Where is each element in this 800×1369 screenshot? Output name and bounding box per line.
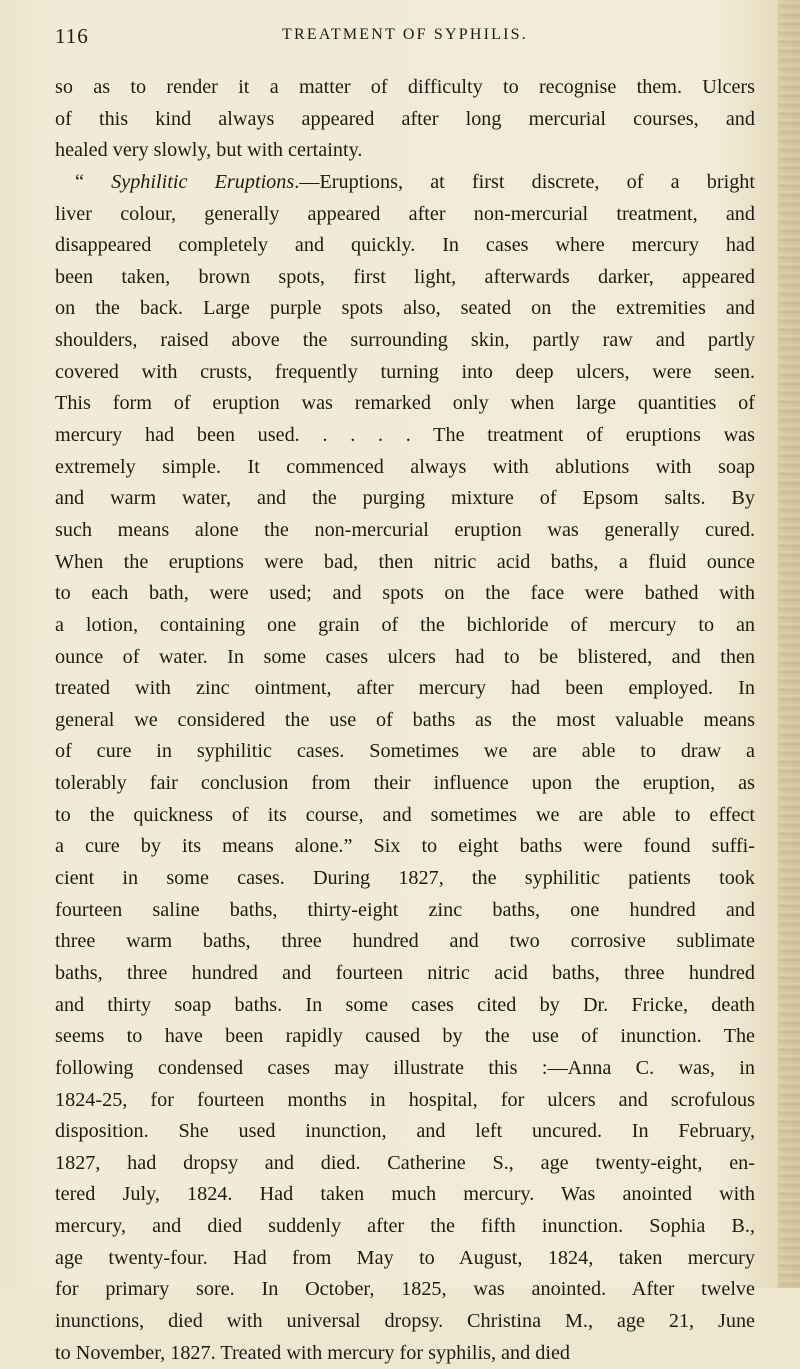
text-line: [55, 831, 755, 863]
text-line: [55, 1243, 755, 1275]
line-text: .—Eruptions, at first discrete, of a bright: [294, 170, 756, 193]
line-text: been taken, brown spots, first light, afterwards darker, appeared: [55, 265, 755, 288]
text-line: [55, 990, 755, 1022]
line-text: age twenty-four. Had from May to August, 1824, taken mercury: [55, 1246, 755, 1269]
line-text: covered with crusts, frequently turning into deep ulcers, were seen.: [55, 360, 755, 383]
text-line: [55, 547, 755, 579]
text-line: [55, 1306, 755, 1338]
line-text: to each bath, were used; and spots on the face were bathed with: [55, 582, 755, 605]
line-text: tered July, 1824. Had taken much mercury. Was anointed with: [55, 1183, 755, 1206]
body-text: [55, 72, 755, 1369]
text-line: [55, 325, 755, 357]
text-line: [55, 420, 755, 452]
line-text: seems to have been rapidly caused by the use of inunction. The: [55, 1025, 755, 1048]
line-text: disposition. She used inunction, and left uncured. In February,: [55, 1120, 755, 1143]
text-line: [55, 357, 755, 389]
text-line: [55, 262, 755, 294]
line-text: cient in some cases. During 1827, the syphilitic patients took: [55, 867, 755, 890]
text-line: [55, 1085, 755, 1117]
line-text: following condensed cases may illustrate this :—Anna C. was, in: [55, 1056, 755, 1079]
text-line: [55, 452, 755, 484]
text-line: [55, 610, 755, 642]
text-line: [55, 958, 755, 990]
text-line: [55, 135, 755, 167]
line-text: to the quickness of its course, and sometimes we are able to effect: [55, 803, 755, 826]
line-text: inunctions, died with universal dropsy. Christina M., age 21, June: [55, 1309, 755, 1332]
text-line: [55, 1274, 755, 1306]
line-text: general we considered the use of baths as the most valuable means: [55, 708, 755, 731]
page-number: 116: [55, 24, 89, 48]
line-text: mercury had been used. . . . . The treatment of eruptions was: [55, 424, 755, 447]
line-text: healed very slowly, but with certainty.: [55, 139, 363, 162]
line-text: treated with zinc ointment, after mercury had been employed. In: [55, 677, 755, 700]
text-line: [55, 736, 755, 768]
line-text: such means alone the non-mercurial eruption was generally cured.: [55, 518, 755, 541]
text-line: [55, 230, 755, 262]
text-line: [55, 483, 755, 515]
text-line: [55, 926, 755, 958]
text-line: [55, 1148, 755, 1180]
text-line: [55, 388, 755, 420]
text-line: [55, 800, 755, 832]
line-text: a cure by its means alone.” Six to eight baths were found suffi-: [55, 835, 755, 858]
line-text: disappeared completely and quickly. In cases where mercury had: [55, 234, 755, 257]
text-line: [55, 705, 755, 737]
text-line: [55, 895, 755, 927]
text-line: [55, 1179, 755, 1211]
line-text: tolerably fair conclusion from their influence upon the eruption, as: [55, 772, 755, 795]
text-line: [55, 578, 755, 610]
line-text: liver colour, generally appeared after non-mercurial treatment, and: [55, 202, 755, 225]
text-line: [55, 72, 755, 104]
text-line: [55, 167, 755, 199]
line-text: mercury, and died suddenly after the fifth inunction. Sophia B.,: [55, 1215, 755, 1238]
line-text: a lotion, containing one grain of the bichloride of mercury to an: [55, 613, 755, 636]
running-head: TREATMENT OF SYPHILIS.: [282, 26, 528, 43]
page-header: [55, 24, 755, 52]
text-line: [55, 199, 755, 231]
line-text: baths, three hundred and fourteen nitric acid baths, three hundred: [55, 961, 755, 984]
line-text: of cure in syphilitic cases. Sometimes we are able to draw a: [55, 740, 755, 763]
text-line: [55, 104, 755, 136]
open-quote: “: [75, 170, 112, 193]
text-line: [55, 1338, 755, 1369]
text-line: [55, 1053, 755, 1085]
text-line: [55, 673, 755, 705]
text-line: [55, 642, 755, 674]
text-line: [55, 515, 755, 547]
text-line: [55, 293, 755, 325]
line-text: This form of eruption was remarked only when large quantities of: [55, 392, 755, 415]
text-line: [55, 863, 755, 895]
line-text: so as to render it a matter of difficulty to recognise them. Ulcers: [55, 76, 755, 98]
line-text: to November, 1827. Treated with mercury for syphilis, and died: [55, 1341, 571, 1364]
line-text: and warm water, and the purging mixture of Epsom salts. By: [55, 487, 755, 510]
text-line: [55, 1021, 755, 1053]
line-text: fourteen saline baths, thirty-eight zinc baths, one hundred and: [55, 898, 755, 921]
italic-heading: Syphilitic Eruptions: [111, 170, 295, 193]
text-line: [55, 768, 755, 800]
text-line: [55, 1116, 755, 1148]
line-text: When the eruptions were bad, then nitric acid baths, a fluid ounce: [55, 550, 755, 573]
text-line: [55, 1211, 755, 1243]
page-edge-shadow: [778, 0, 800, 1288]
line-text: extremely simple. It commenced always with ablutions with soap: [55, 455, 755, 478]
line-text: of this kind always appeared after long mercurial courses, and: [55, 107, 755, 130]
line-text: 1827, had dropsy and died. Catherine S., age twenty-eight, en-: [55, 1151, 755, 1174]
line-text: for primary sore. In October, 1825, was anointed. After twelve: [55, 1278, 755, 1301]
line-text: and thirty soap baths. In some cases cited by Dr. Fricke, death: [55, 993, 755, 1016]
line-text: on the back. Large purple spots also, seated on the extremities and: [55, 297, 755, 320]
line-text: 1824-25, for fourteen months in hospital, for ulcers and scrofulous: [55, 1088, 755, 1111]
line-text: shoulders, raised above the surrounding skin, partly raw and partly: [55, 329, 755, 352]
line-text: ounce of water. In some cases ulcers had to be blistered, and then: [55, 645, 755, 668]
line-text: three warm baths, three hundred and two corrosive sublimate: [55, 930, 755, 953]
